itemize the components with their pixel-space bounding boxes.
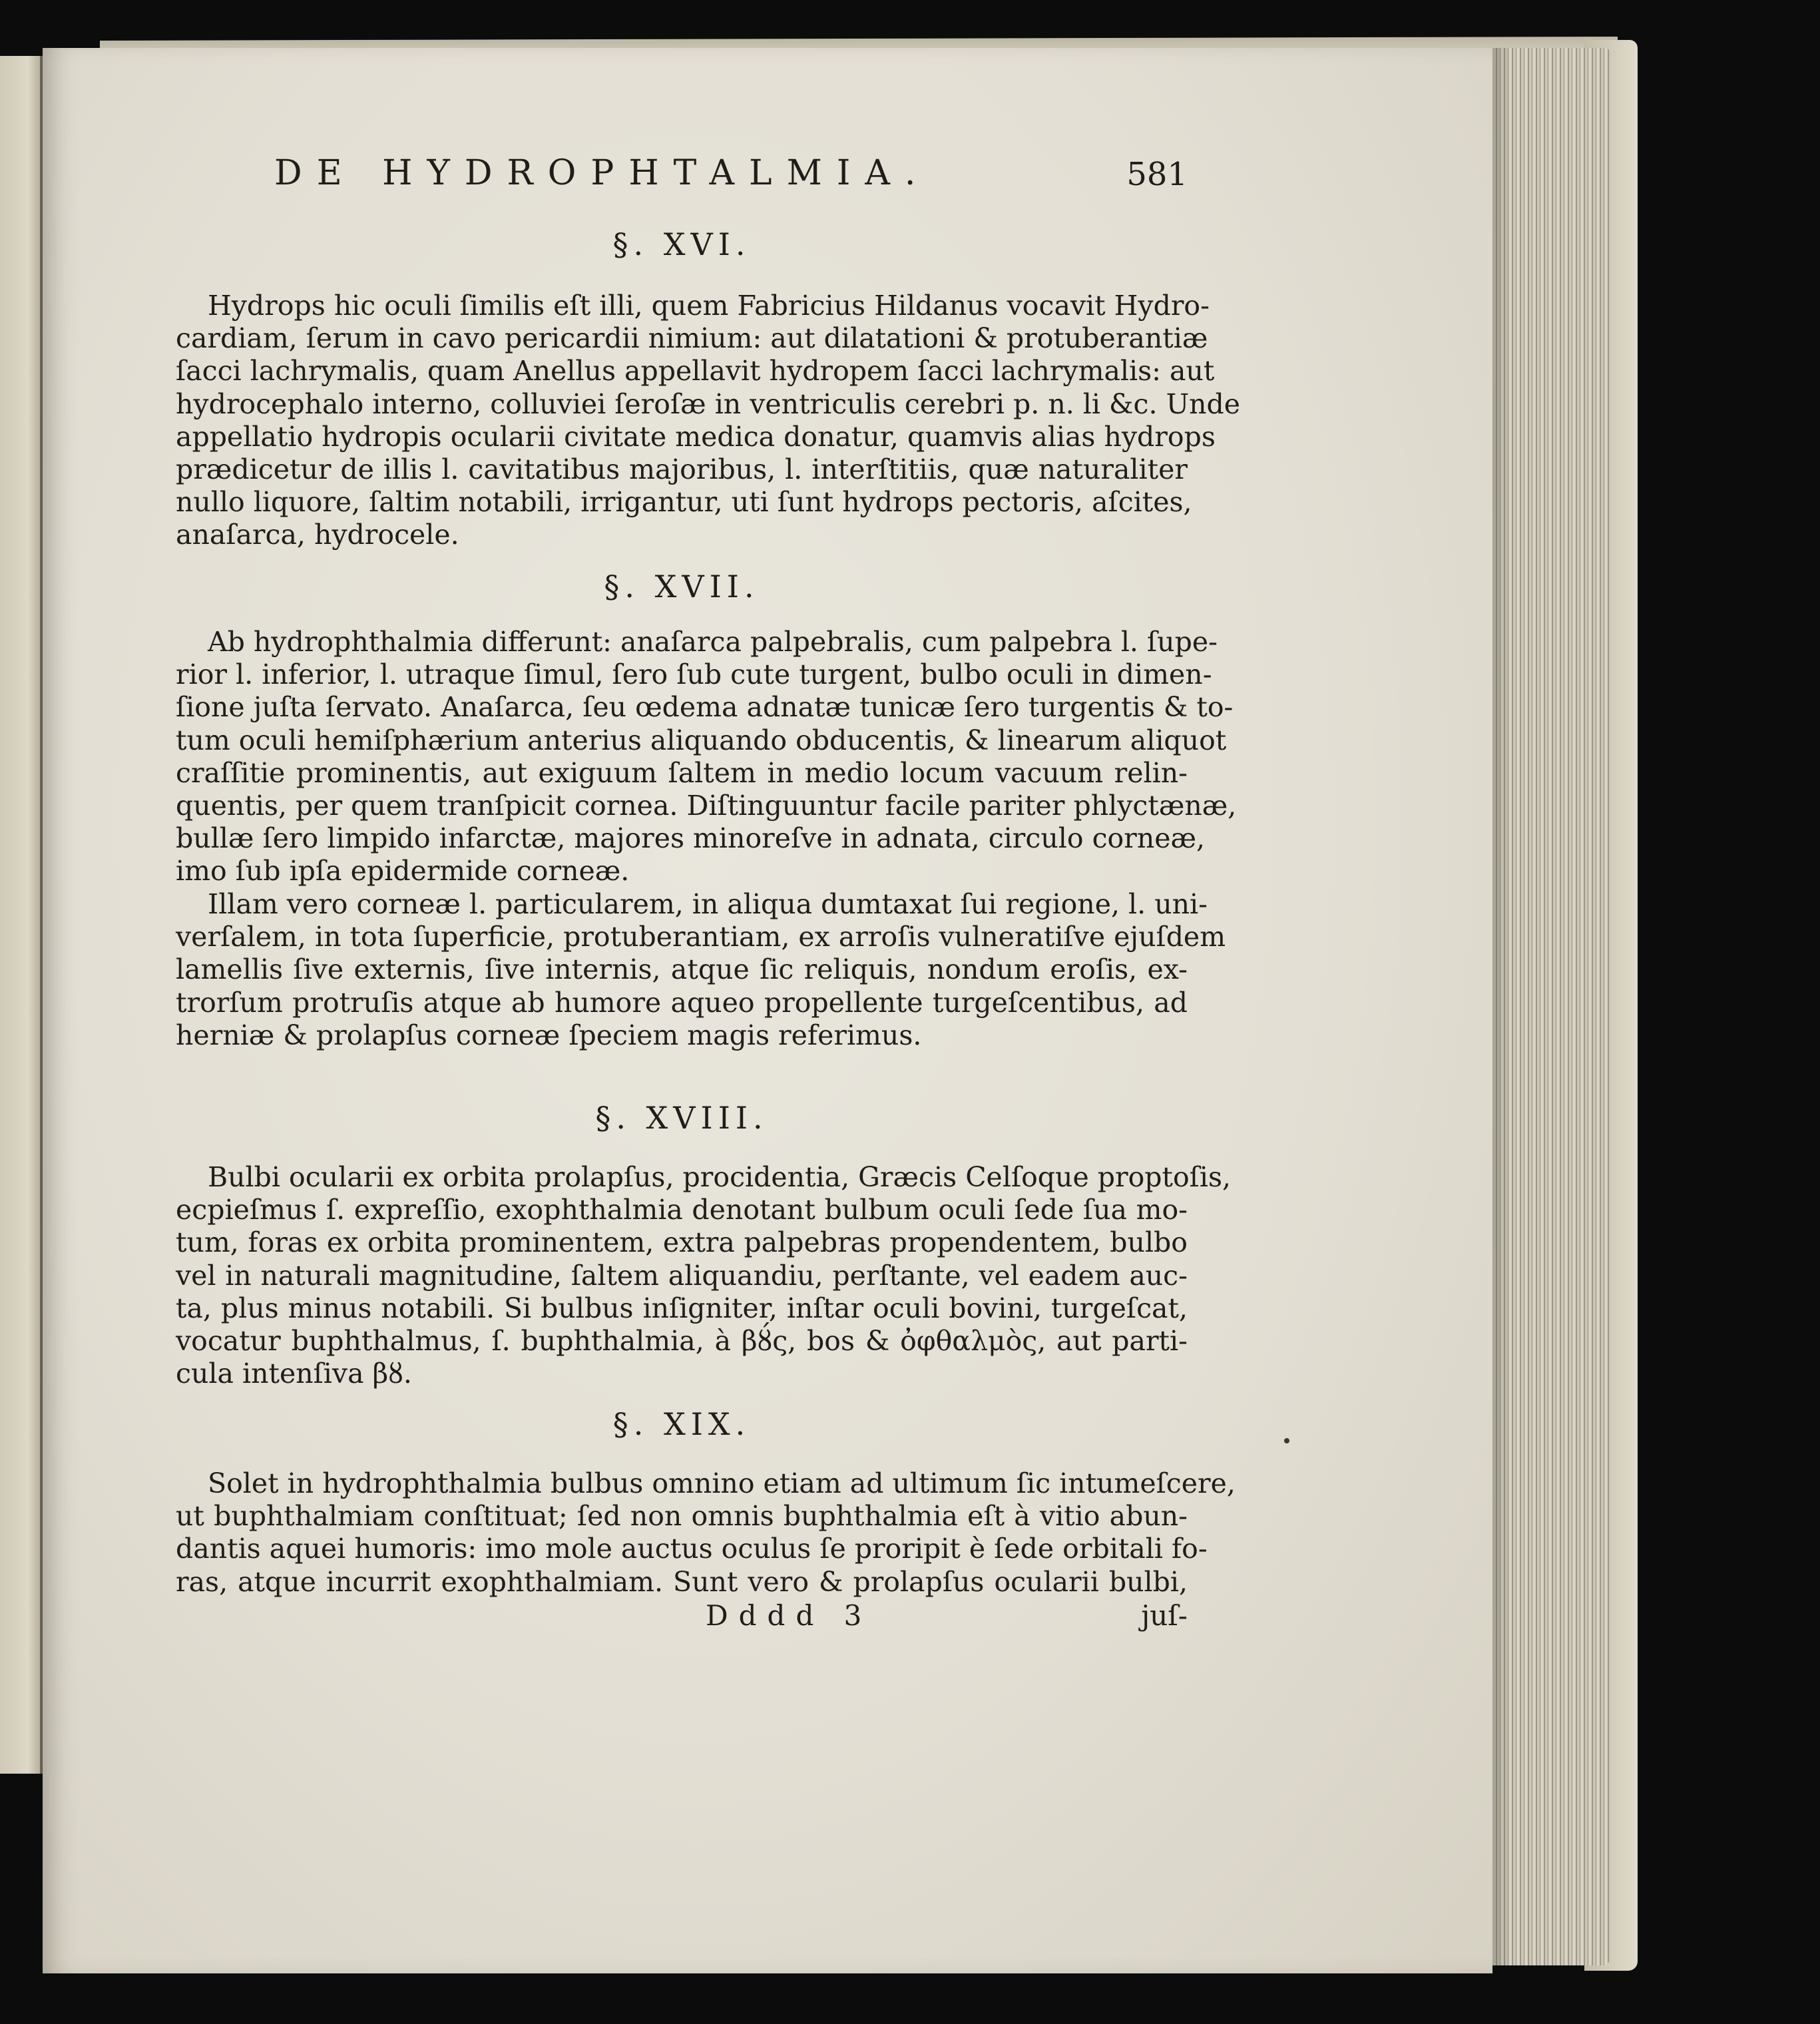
paragraph bbox=[176, 290, 1241, 552]
text-line: tum, foras ex orbita prominentem, extra palpebras propendentem, bulbo bbox=[176, 1226, 1188, 1259]
section-heading: §. XVII. bbox=[604, 569, 760, 605]
text-line: bullæ ſero limpido infarctæ, majores minoreſve in adnata, circulo corneæ, bbox=[176, 822, 1206, 855]
text-line: hydrocephalo interno, colluviei ſeroſæ in ventriculis cerebri p. n. li &c. Unde bbox=[176, 387, 1241, 420]
text-line: cardiam, ſerum in cavo pericardii nimium: aut dilatationi & protuberantiæ bbox=[176, 322, 1208, 355]
previous-page-edge bbox=[0, 56, 42, 1774]
paragraph bbox=[176, 626, 1237, 888]
page-number: 581 bbox=[1126, 156, 1188, 193]
paragraph bbox=[176, 888, 1226, 1052]
text-line: dantis aquei humoris: imo mole auctus oculus ſe proripit è ſede orbitali fo- bbox=[176, 1533, 1208, 1565]
text-line: verſalem, in tota ſuperficie, protuberantiam, ex arroſis vulneratiſve ejuſdem bbox=[176, 921, 1226, 953]
text-line: anaſarca, hydrocele. bbox=[176, 519, 459, 551]
text-line: rior l. inferior, l. utraque ſimul, ſero ſub cute turgent, bulbo oculi in dimen- bbox=[176, 658, 1212, 691]
text-line: tum oculi hemiſphærium anterius aliquando obducentis, & linearum aliquot bbox=[176, 724, 1227, 756]
text-line: Solet in hydrophthalmia bulbus omnino etiam ad ultimum ſic intumeſcere, bbox=[208, 1467, 1236, 1499]
running-title: DE HYDROPHTALMIA. bbox=[274, 153, 931, 193]
text-line: Illam vero corneæ l. particularem, in aliqua dumtaxat ſui regione, l. uni- bbox=[208, 888, 1208, 920]
signature-mark: Dddd 3 bbox=[706, 1599, 873, 1632]
ink-speck bbox=[1284, 1438, 1289, 1443]
paragraph bbox=[176, 1467, 1236, 1599]
text-line: Ab hydrophthalmia differunt: anaſarca palpebralis, cum palpebra l. ſupe- bbox=[208, 626, 1218, 658]
text-line: ecpieſmus ſ. expreſſio, exophthalmia denotant bulbum oculi ſede ſua mo- bbox=[176, 1194, 1188, 1226]
text-line: Hydrops hic oculi ſimilis eſt illi, quem Fabricius Hildanus vocavit Hydro- bbox=[208, 290, 1210, 322]
text-line: ut buphthalmiam conſtituat; ſed non omnis buphthalmia eſt à vitio abun- bbox=[176, 1500, 1188, 1533]
text-line: craſſitie prominentis, aut exiguum ſaltem in medio locum vacuum relin- bbox=[176, 756, 1188, 789]
text-line: quentis, per quem tranſpicit cornea. Diſtinguuntur facile pariter phlyctænæ, bbox=[176, 790, 1237, 822]
page-stack-edges bbox=[1484, 48, 1611, 1965]
section-heading: §. XVI. bbox=[612, 226, 751, 262]
section-heading: §. XVIII. bbox=[595, 1100, 768, 1136]
text-line: trorſum protruſis atque ab humore aqueo propellente turgeſcentibus, ad bbox=[176, 986, 1188, 1019]
book-page bbox=[43, 48, 1492, 1973]
text-line: Bulbi ocularii ex orbita prolapſus, procidentia, Græcis Celſoque proptoſis, bbox=[208, 1161, 1232, 1193]
text-line: vel in naturali magnitudine, ſaltem aliquandiu, perſtante, vel eadem auc- bbox=[176, 1259, 1188, 1292]
text-line: ta, plus minus notabili. Si bulbus inſigniter, inſtar oculi bovini, turgeſcat, bbox=[176, 1292, 1188, 1324]
text-line: imo ſub ipſa epidermide corneæ. bbox=[176, 855, 630, 887]
paragraph bbox=[176, 1161, 1232, 1390]
text-line: ras, atque incurrit exophthalmiam. Sunt vero & prolapſus ocularii bulbi, bbox=[176, 1565, 1188, 1598]
text-line: nullo liquore, ſaltim notabili, irrigantur, uti ſunt hydrops pectoris, aſcites, bbox=[176, 486, 1192, 519]
text-line: prædicetur de illis l. cavitatibus majoribus, l. interſtitiis, quæ naturaliter bbox=[176, 453, 1188, 486]
section-heading: §. XIX. bbox=[612, 1406, 751, 1442]
text-line: lamellis ſive externis, ſive internis, atque ſic reliquis, nondum eroſis, ex- bbox=[176, 953, 1188, 986]
text-line: cula intenſiva βȣ. bbox=[176, 1358, 412, 1390]
page-footer bbox=[176, 1599, 1188, 1637]
text-line: ſione juſta ſervato. Anaſarca, ſeu œdema adnatæ tunicæ ſero turgentis & to- bbox=[176, 691, 1234, 724]
catchword: juſ- bbox=[1141, 1599, 1188, 1632]
text-line: appellatio hydropis ocularii civitate medica donatur, quamvis alias hydrops bbox=[176, 420, 1216, 453]
text-line: ſacci lachrymalis, quam Anellus appellavit hydropem ſacci lachrymalis: aut bbox=[176, 355, 1215, 387]
text-line: herniæ & prolapſus corneæ ſpeciem magis referimus. bbox=[176, 1019, 922, 1051]
running-head bbox=[176, 153, 1188, 200]
text-line: vocatur buphthalmus, ſ. buphthalmia, à βȣ́ς, bos & ὀφθαλμὸς, aut parti- bbox=[176, 1325, 1188, 1358]
